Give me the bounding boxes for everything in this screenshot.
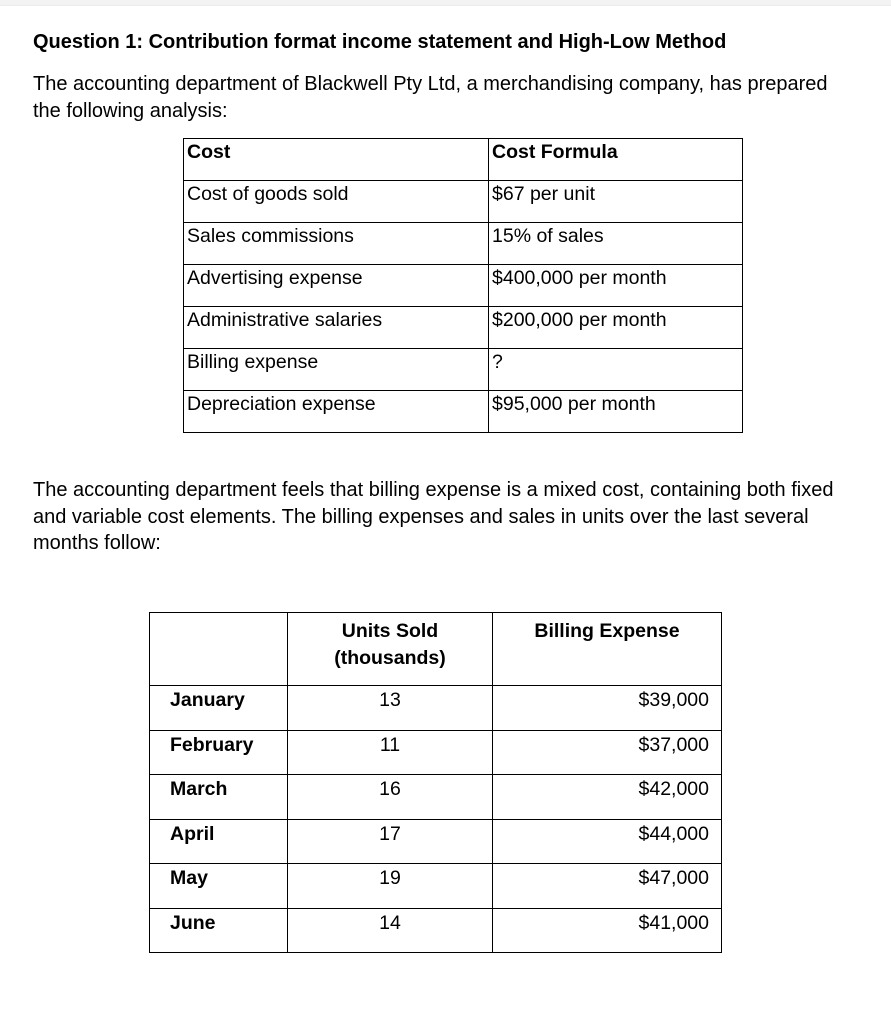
header-month bbox=[150, 613, 288, 686]
units-sold: 19 bbox=[288, 864, 493, 909]
cost-name: Cost of goods sold bbox=[184, 181, 489, 223]
cost-formula: $95,000 per month bbox=[489, 391, 743, 433]
table-row bbox=[150, 819, 722, 864]
header-cost: Cost bbox=[184, 139, 489, 181]
month: May bbox=[150, 864, 288, 909]
intro-paragraph: The accounting department of Blackwell Pty Ltd, a merchandising company, has prepared the following analysis: bbox=[33, 73, 828, 122]
table-row bbox=[184, 181, 743, 223]
units-sold: 16 bbox=[288, 775, 493, 820]
cost-name: Administrative salaries bbox=[184, 307, 489, 349]
cost-name: Advertising expense bbox=[184, 265, 489, 307]
table-row bbox=[184, 349, 743, 391]
cost-table bbox=[183, 138, 743, 433]
table-row bbox=[150, 686, 722, 731]
billing-table-header bbox=[150, 613, 722, 686]
header-billing-expense: Billing Expense bbox=[493, 613, 722, 686]
table-row bbox=[184, 391, 743, 433]
units-sold: 17 bbox=[288, 819, 493, 864]
billing-expense: $47,000 bbox=[493, 864, 722, 909]
header-cost-formula: Cost Formula bbox=[489, 139, 743, 181]
cost-name: Depreciation expense bbox=[184, 391, 489, 433]
table-row bbox=[150, 864, 722, 909]
cost-formula: $400,000 per month bbox=[489, 265, 743, 307]
month: April bbox=[150, 819, 288, 864]
header-units-sold: Units Sold (thousands) bbox=[288, 613, 493, 686]
billing-table bbox=[149, 612, 722, 953]
billing-expense: $41,000 bbox=[493, 908, 722, 953]
units-sold: 13 bbox=[288, 686, 493, 731]
month: January bbox=[150, 686, 288, 731]
cost-formula: $200,000 per month bbox=[489, 307, 743, 349]
cost-table-header bbox=[184, 139, 743, 181]
question-heading: Question 1: Contribution format income statement and High-Low Method bbox=[33, 31, 727, 53]
top-edge bbox=[0, 0, 891, 6]
table-row bbox=[150, 908, 722, 953]
units-sold: 11 bbox=[288, 730, 493, 775]
month: June bbox=[150, 908, 288, 953]
cost-name: Billing expense bbox=[184, 349, 489, 391]
table-row bbox=[150, 775, 722, 820]
billing-expense: $42,000 bbox=[493, 775, 722, 820]
table-row bbox=[184, 223, 743, 265]
units-sold: 14 bbox=[288, 908, 493, 953]
cost-formula: ? bbox=[489, 349, 743, 391]
billing-paragraph: The accounting department feels that billing expense is a mixed cost, containing both fixed and variable cost elements. The billing expenses and sales in units over the last several months follow: bbox=[33, 479, 834, 554]
cost-name: Sales commissions bbox=[184, 223, 489, 265]
billing-expense: $39,000 bbox=[493, 686, 722, 731]
table-row bbox=[150, 730, 722, 775]
billing-expense: $37,000 bbox=[493, 730, 722, 775]
month: February bbox=[150, 730, 288, 775]
table-row bbox=[184, 265, 743, 307]
billing-expense: $44,000 bbox=[493, 819, 722, 864]
cost-formula: 15% of sales bbox=[489, 223, 743, 265]
cost-formula: $67 per unit bbox=[489, 181, 743, 223]
month: March bbox=[150, 775, 288, 820]
table-row bbox=[184, 307, 743, 349]
